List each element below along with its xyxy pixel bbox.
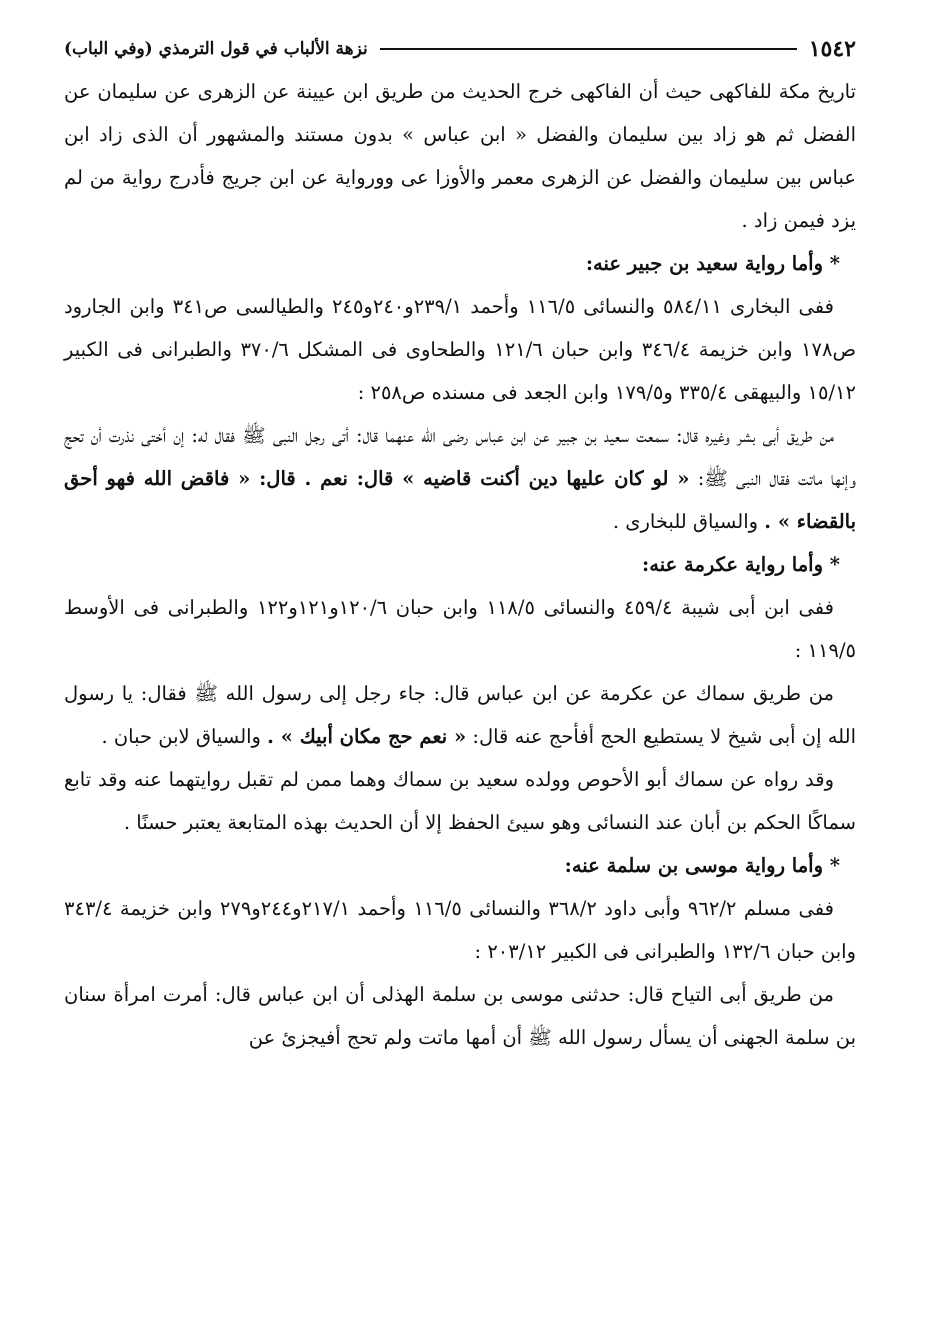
section-heading: * وأما رواية موسى بن سلمة عنه:: [564, 854, 840, 877]
page-header: [64, 32, 856, 66]
document-page: [64, 32, 856, 1302]
section-heading: * وأما رواية سعيد بن جبير عنه:: [585, 252, 840, 275]
paragraph: من طريق أبى بشر وغيره قال: سمعت سعيد بن جبير عن ابن عباس رضى الله عنهما قال: أتى رجل النبى ﷺ فقال له: إن أختى نذرت أن تحج وإنها ماتت فقال النبى ﷺ: « لو كان عليها دين أكنت قاضيه » قال: نعم . قال: « فاقض الله فهو أحق بالقضاء » . والسياق للبخارى .: [64, 424, 856, 533]
hadith-quote: « لو كان عليها دين أكنت قاضيه » قال: نعم . قال: « فاقض الله فهو أحق بالقضاء » .: [64, 467, 856, 533]
page-body: [64, 70, 856, 1059]
paragraph: ففى مسلم ٩٦٢/٢ وأبى داود ٣٦٨/٢ والنسائى ١١٦/٥ وأحمد ٢١٧/١و٢٤٤و٢٧٩ وابن خزيمة ٣٤٣/٤ وابن حبان ١٣٢/٦ والطبرانى فى الكبير ٢٠٣/١٢ :: [64, 897, 856, 963]
paragraph: من طريق أبى التياح قال: حدثنى موسى بن سلمة الهذلى أن ابن عباس قال: أمرت امرأة سنان بن سلمة الجهنى أن يسأل رسول الله ﷺ أن أمها ماتت ولم تحج أفيجزئ عن: [64, 983, 856, 1049]
header-rule: [380, 48, 797, 50]
page-number: ١٥٤٢: [808, 36, 856, 62]
paragraph: تاريخ مكة للفاكهى حيث أن الفاكهى خرج الحديث من طريق ابن عيينة عن الزهرى عن سليمان عن الفضل ثم هو زاد بين سليمان والفضل « ابن عباس » بدون مستند والمشهور أن الذى زاد ابن عباس بين سليمان والفضل عن الزهرى معمر والأوزا عى وورواية عن ابن جريج فأدرج رواية من لم يزد فيمن زاد .: [64, 80, 856, 232]
hadith-quote: « نعم حج مكان أبيك » .: [267, 725, 467, 748]
paragraph: ففى ابن أبى شيبة ٤٥٩/٤ والنسائى ١١٨/٥ وابن حبان ١٢٠/٦و١٢١و١٢٢ والطبرانى فى الأوسط ١١٩/٥ :: [64, 596, 856, 662]
paragraph: من طريق سماك عن عكرمة عن ابن عباس قال: جاء رجل إلى رسول الله ﷺ فقال: يا رسول الله إن أبى شيخ لا يستطيع الحج أفأحج عنه قال: « نعم حج مكان أبيك » . والسياق لابن حبان .: [64, 682, 856, 748]
paragraph: ففى البخارى ٥٨٤/١١ والنسائى ١١٦/٥ وأحمد ٢٣٩/١و٢٤٠و٢٤٥ والطيالسى ص٣٤١ وابن الجارود ص١٧٨ وابن خزيمة ٣٤٦/٤ وابن حبان ١٢١/٦ والطحاوى فى المشكل ٣٧٠/٦ والطبرانى فى الكبير ١٥/١٢ والبيهقى ٣٣٥/٤ و١٧٩/٥ وابن الجعد فى مسنده ص٢٥٨ :: [64, 295, 857, 404]
running-title: نزهة الألباب في قول الترمذي (وفي الباب): [64, 39, 368, 59]
paragraph: وقد رواه عن سماك أبو الأحوص وولده سعيد بن سماك وهما ممن لم تقبل روايتهما عنه وقد تابع سماكًا الحكم بن أبان عند النسائى وهو سيئ الحفظ إلا أن الحديث بهذه المتابعة يعتبر حسنًا .: [64, 768, 856, 834]
section-heading: * وأما رواية عكرمة عنه:: [642, 553, 840, 576]
